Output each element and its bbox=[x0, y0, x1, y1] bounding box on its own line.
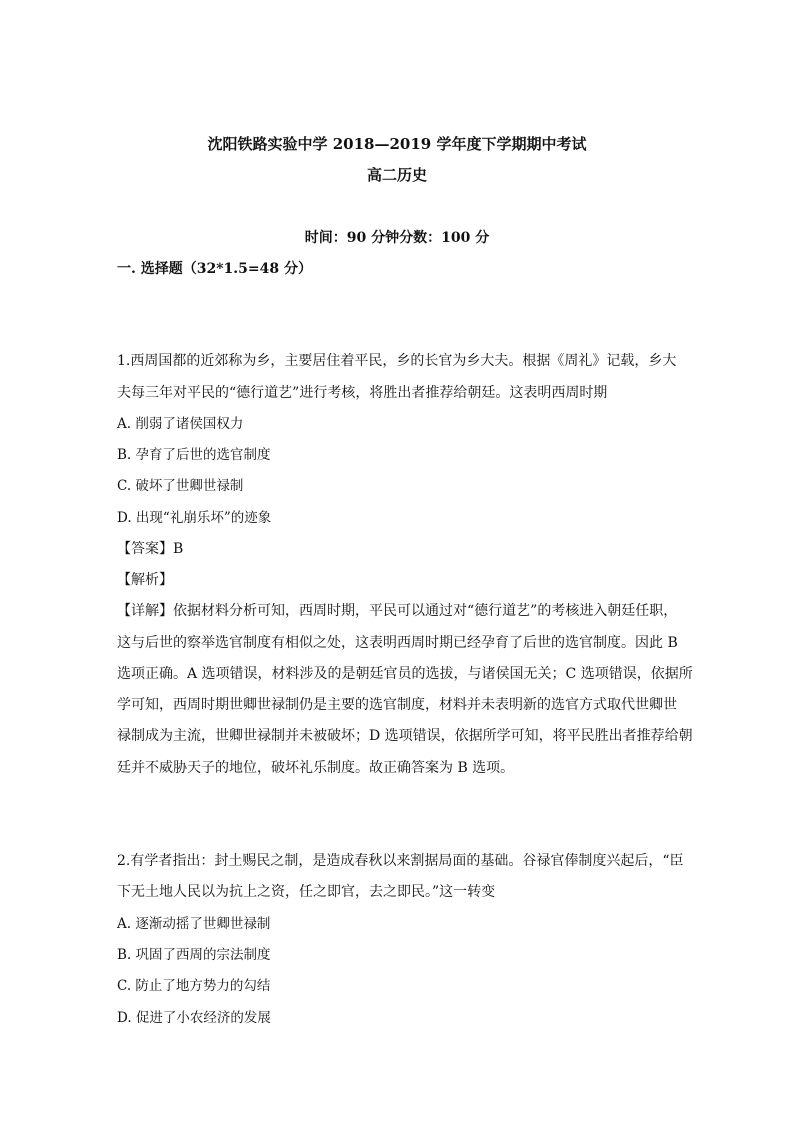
q2-stem-line-1: 2.有学者指出：封土赐民之制，是造成春秋以来割据局面的基础。谷禄官俸制度兴起后，“臣 bbox=[117, 853, 684, 869]
q1-option-b: B. 孕育了后世的选官制度 bbox=[117, 447, 271, 463]
q2-option-a: A. 逐渐动摇了世卿世禄制 bbox=[117, 916, 271, 932]
q1-answer: 【答案】B bbox=[117, 541, 184, 557]
q1-stem-line-2: 夫每三年对平民的“德行道艺”进行考核，将胜出者推荐给朝廷。这表明西周时期 bbox=[117, 385, 608, 401]
q1-detail-line-1: 【详解】依据材料分析可知，西周时期，平民可以通过对“德行道艺”的考核进入朝廷任职， bbox=[117, 603, 678, 619]
q1-detail-line-3: 选项正确。A 选项错误，材料涉及的是朝廷官员的选拔，与诸侯国无关；C 选项错误，依据所 bbox=[117, 666, 693, 682]
q2-option-d: D. 促进了小农经济的发展 bbox=[117, 1010, 271, 1026]
q2-stem-line-2: 下无土地人民以为抗上之资，任之即官，去之即民。”这一转变 bbox=[117, 884, 496, 900]
exam-subject: 高二历史 bbox=[366, 166, 427, 184]
section-heading: 一. 选择题（32*1.5=48 分） bbox=[117, 261, 312, 277]
exam-title: 沈阳铁路实验中学 2018—2019 学年度下学期期中考试 bbox=[207, 135, 587, 153]
q1-detail-line-4: 学可知，西周时期世卿世禄制仍是主要的选官制度，材料并未表明新的选官方式取代世卿世 bbox=[117, 697, 677, 713]
q1-detail-line-2: 这与后世的察举选官制度有相似之处，这表明西周时期已经孕育了后世的选官制度。因此 B bbox=[117, 635, 678, 651]
q1-option-a: A. 削弱了诸侯国权力 bbox=[117, 416, 244, 432]
q1-detail-line-6: 廷并不威胁天子的地位，破坏礼乐制度。故正确答案为 B 选项。 bbox=[117, 760, 515, 776]
q1-option-d: D. 出现“礼崩乐坏”的迹象 bbox=[117, 510, 272, 526]
q1-stem-line-1: 1.西周国都的近郊称为乡，主要居住着平民，乡的长官为乡大夫。根据《周礼》记载，乡大 bbox=[117, 353, 677, 369]
q1-option-c: C. 破坏了世卿世禄制 bbox=[117, 478, 244, 494]
q1-detail-line-5: 禄制成为主流，世卿世禄制并未被破坏；D 选项错误，依据所学可知，将平民胜出者推荐给朝 bbox=[117, 728, 693, 744]
q1-analysis-label: 【解析】 bbox=[117, 572, 173, 588]
q2-option-b: B. 巩固了西周的宗法制度 bbox=[117, 947, 271, 963]
exam-time-score: 时间：90 分钟分数：100 分 bbox=[304, 230, 490, 246]
q2-option-c: C. 防止了地方势力的勾结 bbox=[117, 978, 271, 994]
